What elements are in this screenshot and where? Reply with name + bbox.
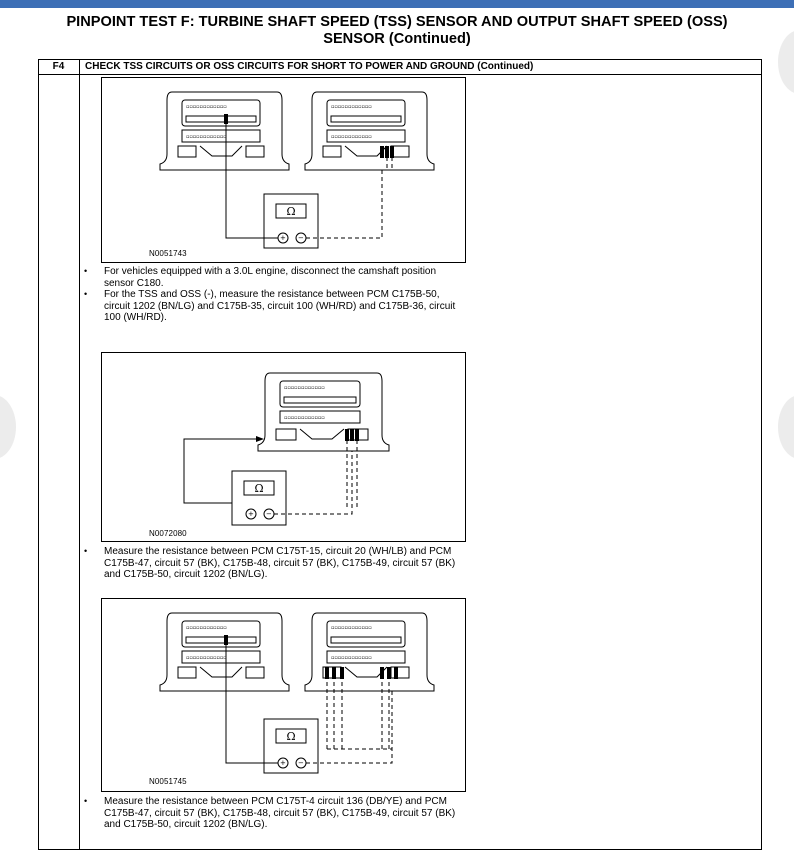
figure-1 bbox=[101, 77, 466, 263]
svg-text:▫▫▫▫▫▫▫▫▫▫▫▫: ▫▫▫▫▫▫▫▫▫▫▫▫ bbox=[331, 104, 372, 110]
figure-2-code: N0072080 bbox=[149, 529, 187, 538]
instruction-list-1 bbox=[84, 266, 464, 324]
svg-text:▫▫▫▫▫▫▫▫▫▫▫▫: ▫▫▫▫▫▫▫▫▫▫▫▫ bbox=[186, 625, 227, 631]
svg-text:▫▫▫▫▫▫▫▫▫▫▫▫: ▫▫▫▫▫▫▫▫▫▫▫▫ bbox=[186, 655, 227, 661]
figure-3 bbox=[101, 598, 466, 792]
svg-text:▫▫▫▫▫▫▫▫▫▫▫▫: ▫▫▫▫▫▫▫▫▫▫▫▫ bbox=[284, 415, 325, 421]
multimeter bbox=[264, 194, 318, 248]
svg-text:▫▫▫▫▫▫▫▫▫▫▫▫: ▫▫▫▫▫▫▫▫▫▫▫▫ bbox=[186, 104, 227, 110]
svg-text:▫▫▫▫▫▫▫▫▫▫▫▫: ▫▫▫▫▫▫▫▫▫▫▫▫ bbox=[331, 655, 372, 661]
svg-text:−: − bbox=[298, 234, 304, 242]
wiring-diagram-1 bbox=[102, 78, 467, 264]
page-edge-shadow-right bbox=[778, 30, 794, 94]
instruction-list-2 bbox=[84, 546, 464, 581]
instruction-item: • For vehicles equipped with a 3.0L engine, disconnect the camshaft position sensor C180. bbox=[84, 266, 464, 289]
svg-text:+: + bbox=[248, 510, 254, 518]
column-divider bbox=[79, 75, 80, 850]
instruction-item: • Measure the resistance between PCM C175T-4 circuit 136 (DB/YE) and PCM C175B-47, circuit 57 (BK), C175B-48, circuit 57 (BK), C175B-49, circuit 57 (BK) and C175B-50, circuit 1202 (BN/LG). bbox=[84, 796, 464, 831]
figure-2 bbox=[101, 352, 466, 542]
step-id: F4 bbox=[38, 59, 80, 75]
svg-text:−: − bbox=[298, 759, 304, 767]
wiring-diagram-3 bbox=[102, 599, 467, 793]
wiring-diagram-2 bbox=[102, 353, 467, 543]
svg-text:▫▫▫▫▫▫▫▫▫▫▫▫: ▫▫▫▫▫▫▫▫▫▫▫▫ bbox=[186, 134, 227, 140]
instruction-item: • For the TSS and OSS (-), measure the resistance between PCM C175B-50, circuit 1202 (BN/LG) and C175B-35, circuit 100 (WH/RD) and C175B-36, circuit 100 (WH/RD). bbox=[84, 289, 464, 324]
figure-1-code: N0051743 bbox=[149, 249, 187, 258]
ohm-symbol-2: Ω bbox=[254, 482, 264, 495]
svg-text:−: − bbox=[266, 510, 272, 518]
page-title bbox=[20, 14, 774, 48]
ohm-symbol-1: Ω bbox=[286, 205, 296, 218]
instruction-list-3 bbox=[84, 796, 464, 831]
svg-text:▫▫▫▫▫▫▫▫▫▫▫▫: ▫▫▫▫▫▫▫▫▫▫▫▫ bbox=[331, 625, 372, 631]
ohm-symbol-3: Ω bbox=[286, 730, 296, 743]
page-title-line1: PINPOINT TEST F: TURBINE SHAFT SPEED (TSS) SENSOR AND OUTPUT SHAFT SPEED (OSS) bbox=[66, 14, 728, 30]
page-edge-shadow-right-lower bbox=[778, 395, 794, 459]
svg-text:▫▫▫▫▫▫▫▫▫▫▫▫: ▫▫▫▫▫▫▫▫▫▫▫▫ bbox=[284, 385, 325, 391]
page-title-line2: SENSOR (Continued) bbox=[323, 31, 471, 47]
page-edge-shadow-left bbox=[0, 395, 16, 459]
multimeter bbox=[264, 719, 318, 773]
figure-3-code: N0051745 bbox=[149, 777, 187, 786]
instruction-item: • Measure the resistance between PCM C175T-15, circuit 20 (WH/LB) and PCM C175B-47, circuit 57 (BK), C175B-48, circuit 57 (BK), C175B-49, circuit 57 (BK) and C175B-50, circuit 1202 (BN/LG). bbox=[84, 546, 464, 581]
multimeter bbox=[232, 471, 286, 525]
svg-text:+: + bbox=[280, 759, 286, 767]
svg-text:▫▫▫▫▫▫▫▫▫▫▫▫: ▫▫▫▫▫▫▫▫▫▫▫▫ bbox=[331, 134, 372, 140]
top-accent-bar bbox=[0, 0, 794, 8]
step-title: CHECK TSS CIRCUITS OR OSS CIRCUITS FOR SHORT TO POWER AND GROUND (Continued) bbox=[85, 61, 534, 72]
svg-text:+: + bbox=[280, 234, 286, 242]
